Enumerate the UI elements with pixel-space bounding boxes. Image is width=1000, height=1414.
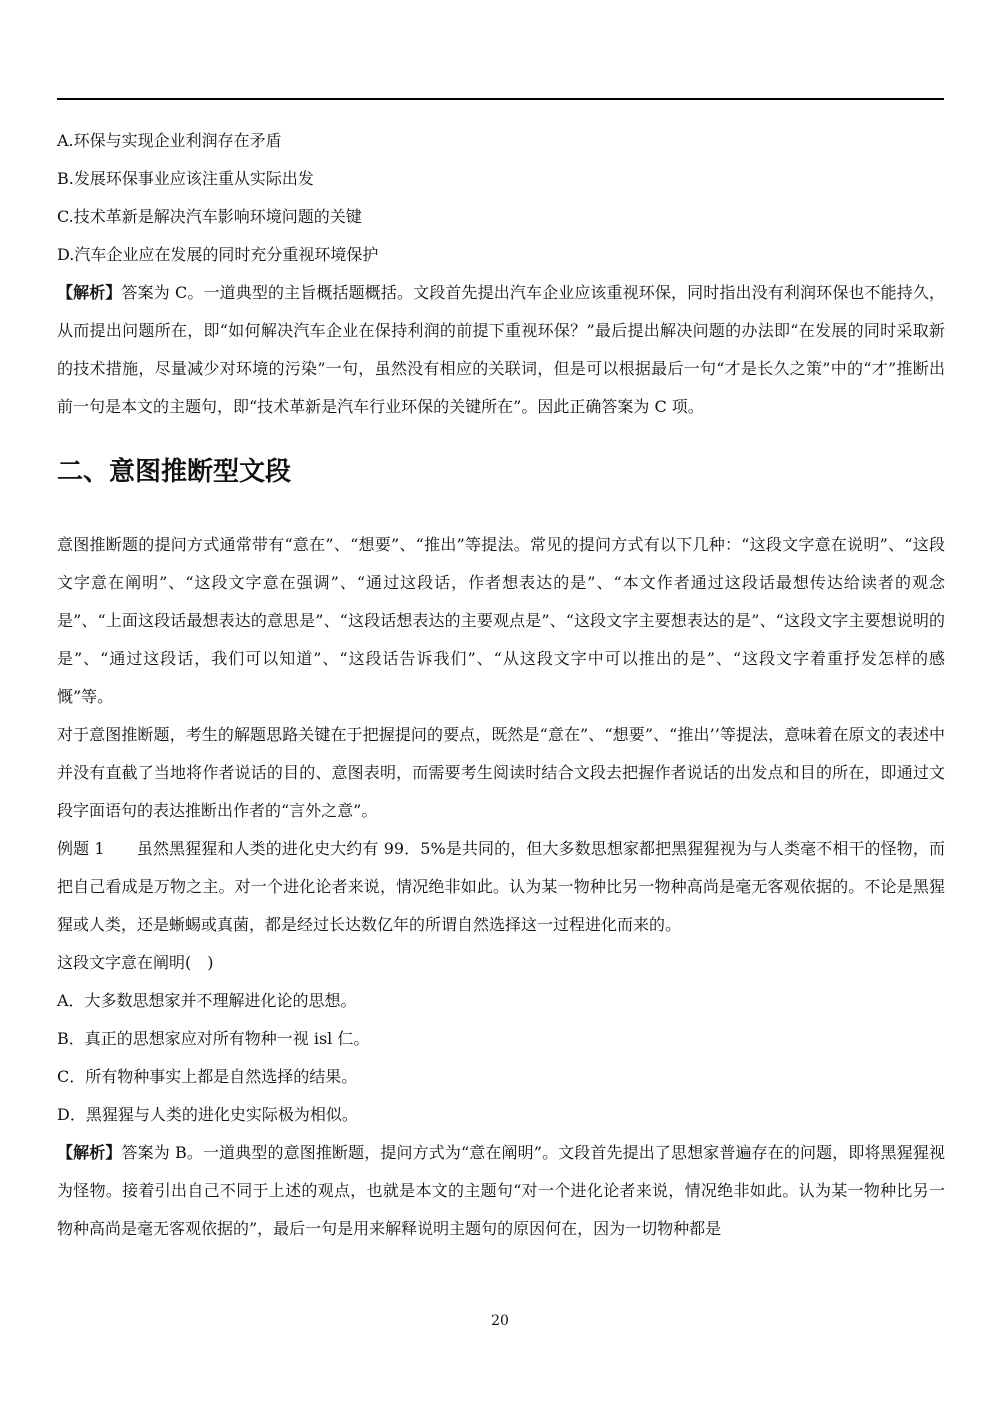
example-option-a: A．大多数思想家并不理解进化论的思想。 — [57, 991, 357, 1010]
example-analysis-paragraph — [57, 1134, 945, 1248]
option-a: A.环保与实现企业利润存在矛盾 — [57, 131, 282, 150]
option-d: D.汽车企业应在发展的同时充分重视环境保护 — [57, 245, 379, 264]
example-paragraph: 例题 1 虽然黑猩猩和人类的进化史大约有 99．5%是共同的，但大多数思想家都把黑猩猩视为与人类毫不相干的怪物，而把自己看成是万物之主。对一个进化论者来说，情况绝非如此。认为某一物种比另一物种高尚是毫无客观依据的。不论是黑猩猩或人类，还是蜥蜴或真菌，都是经过长达数亿年的所谓自然选择这一过程进化而来的。 — [57, 839, 945, 934]
approach-paragraph: 对于意图推断题，考生的解题思路关键在于把握提问的要点，既然是“意在”、“想要”、“推出’’等提法，意味着在原文的表述中并没有直截了当地将作者说话的目的、意图表明，而需要考生阅读时结合文段去把握作者说话的出发点和目的所在，即通过文段字面语句的表达推断出作者的“言外之意”。 — [57, 725, 945, 820]
option-b: B.发展环保事业应该注重从实际出发 — [57, 169, 314, 188]
page-body — [57, 122, 945, 1248]
example-analysis-text: 答案为 B。一道典型的意图推断题，提问方式为“意在阐明”。文段首先提出了思想家普遍存在的问题，即将黑猩猩视为怪物。接着引出自己不同于上述的观点，也就是本文的主题句“对一个进化论者来说，情况绝非如此。认为某一物种比另一物种高尚是毫无客观依据的”，最后一句是用来解释说明主题句的原因何在，因为一切物种都是 — [57, 1143, 945, 1238]
analysis-text: 答案为 C。一道典型的主旨概括题概括。文段首先提出汽车企业应该重视环保，同时指出没有利润环保也不能持久，从而提出问题所在，即“如何解决汽车企业在保持利润的前提下重视环保？”最后提出解决问题的办法即“在发展的同时采取新的技术措施，尽量减少对环境的污染”一句，虽然没有相应的关联词，但是可以根据最后一句“才是长久之策”中的“才”推断出前一句是本文的主题句，即“技术革新是汽车行业环保的关键所在”。因此正确答案为 C 项。 — [57, 283, 945, 416]
intro-paragraph: 意图推断题的提问方式通常带有“意在”、“想要”、“推出”等提法。常见的提问方式有以下几种：“这段文字意在说明”、“这段文字意在阐明”、“这段文字意在强调”、“通过这段话，作者想表达的是”、“本文作者通过这段话最想传达给读者的观念是”、“上面这段话最想表达的意思是”、“这段话想表达的主要观点是”、“这段文字主要想表达的是”、“这段文字主要想说明的是”、“通过这段话，我们可以知道”、“这段话告诉我们”、“从这段文字中可以推出的是”、“这段文字着重抒发怎样的感慨”等。 — [57, 535, 945, 706]
page-number: 20 — [491, 1313, 509, 1329]
section-heading: 二、意图推断型文段 — [57, 457, 292, 487]
example-option-c: C．所有物种事实上都是自然选择的结果。 — [57, 1067, 358, 1086]
example-question: 这段文字意在阐明( ) — [57, 953, 214, 972]
analysis-paragraph — [57, 274, 945, 426]
option-c: C.技术革新是解决汽车影响环境问题的关键 — [57, 207, 362, 226]
header-rule — [57, 98, 944, 100]
example-option-b: B．真正的思想家应对所有物种一视 isl 仁。 — [57, 1029, 370, 1048]
analysis-label: 【解析】 — [57, 283, 122, 302]
example-analysis-label: 【解析】 — [57, 1143, 122, 1162]
example-option-d: D．黑猩猩与人类的进化史实际极为相似。 — [57, 1105, 358, 1124]
